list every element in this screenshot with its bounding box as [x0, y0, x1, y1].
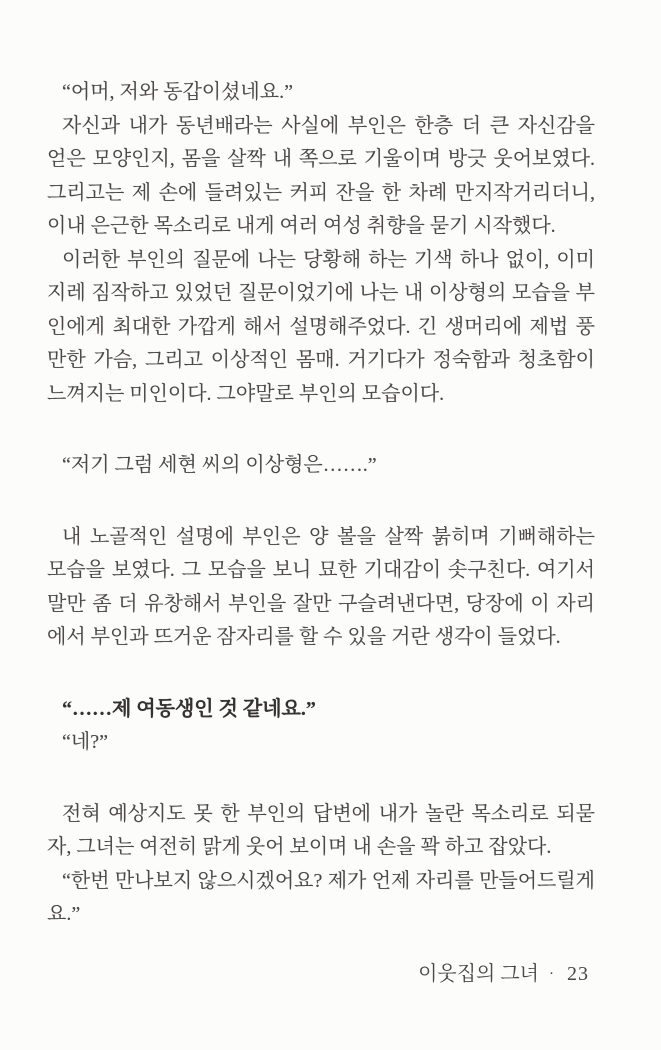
dialogue-paragraph — [47, 76, 595, 110]
text-line: 내 노골적인 설명에 부인은 양 볼을 살짝 붉히며 기뻐해하는 — [62, 525, 595, 548]
narration-paragraph — [47, 244, 595, 412]
dialogue-paragraph — [47, 693, 595, 727]
dialogue-paragraph — [47, 449, 595, 483]
text-line: “어머, 저와 동갑이셨네요.” — [62, 81, 293, 103]
narration-paragraph — [47, 521, 595, 655]
text-line: 요.” — [47, 903, 81, 925]
paragraph-spacer — [47, 655, 595, 693]
footer-page-number: 23 — [567, 963, 589, 985]
text-line: 인에게 최대한 가깝게 해서 설명해주었다. 긴 생머리에 제법 풍 — [47, 315, 595, 338]
text-line: 느껴지는 미인이다. 그야말로 부인의 모습이다. — [47, 382, 445, 405]
text-line: 모습을 보였다. 그 모습을 보니 묘한 기대감이 솟구친다. 여기서 — [47, 559, 595, 581]
text-line: 지레 짐작하고 있었던 질문이었기에 나는 내 이상형의 모습을 부 — [47, 282, 595, 304]
paragraph-spacer — [47, 760, 595, 798]
dialogue-paragraph — [47, 726, 595, 760]
text-line: 얻은 모양인지, 몸을 살짝 내 쪽으로 기울이며 방긋 웃어보였다. — [47, 148, 595, 170]
page-footer — [418, 958, 589, 991]
footer-separator-dot: · — [549, 966, 554, 982]
paragraph-spacer — [47, 483, 595, 521]
text-line: 에서 부인과 뜨거운 잠자리를 할 수 있을 거란 생각이 들었다. — [47, 626, 561, 648]
text-line: 그리고는 제 손에 들려있는 커피 잔을 한 차례 만지작거리더니, — [47, 181, 595, 204]
text-line: “한번 만나보지 않으시겠어요? 제가 언제 자리를 만들어드릴게 — [62, 869, 595, 892]
text-line: “저기 그럼 세현 씨의 이상형은…….” — [62, 454, 377, 476]
text-line: 이내 은근한 목소리로 내게 여러 여성 취향을 묻기 시작했다. — [47, 215, 556, 237]
text-line: 자신과 내가 동년배라는 사실에 부인은 한층 더 큰 자신감을 — [62, 114, 595, 137]
text-line: 자, 그녀는 여전히 맑게 웃어 보이며 내 손을 꽉 하고 잡았다. — [47, 836, 552, 858]
text-line: 이러한 부인의 질문에 나는 당황해 하는 기색 하나 없이, 이미 — [62, 248, 595, 271]
text-line: 만한 가슴, 그리고 이상적인 몸매. 거기다가 정숙함과 청초함이 — [47, 349, 595, 371]
text-line: 말만 좀 더 유창해서 부인을 잘만 구슬려낸다면, 당장에 이 자리 — [47, 592, 595, 615]
text-line: “네?” — [62, 731, 108, 753]
narration-paragraph — [47, 110, 595, 244]
footer-book-title: 이웃집의 그녀 — [418, 963, 539, 985]
page-text-block — [47, 76, 595, 932]
text-line: “……제 여동생인 것 같네요.” — [62, 697, 316, 720]
paragraph-spacer — [47, 411, 595, 449]
dialogue-paragraph — [47, 865, 595, 932]
narration-paragraph — [47, 798, 595, 865]
text-line: 전혀 예상지도 못 한 부인의 답변에 내가 놀란 목소리로 되묻 — [62, 802, 595, 825]
